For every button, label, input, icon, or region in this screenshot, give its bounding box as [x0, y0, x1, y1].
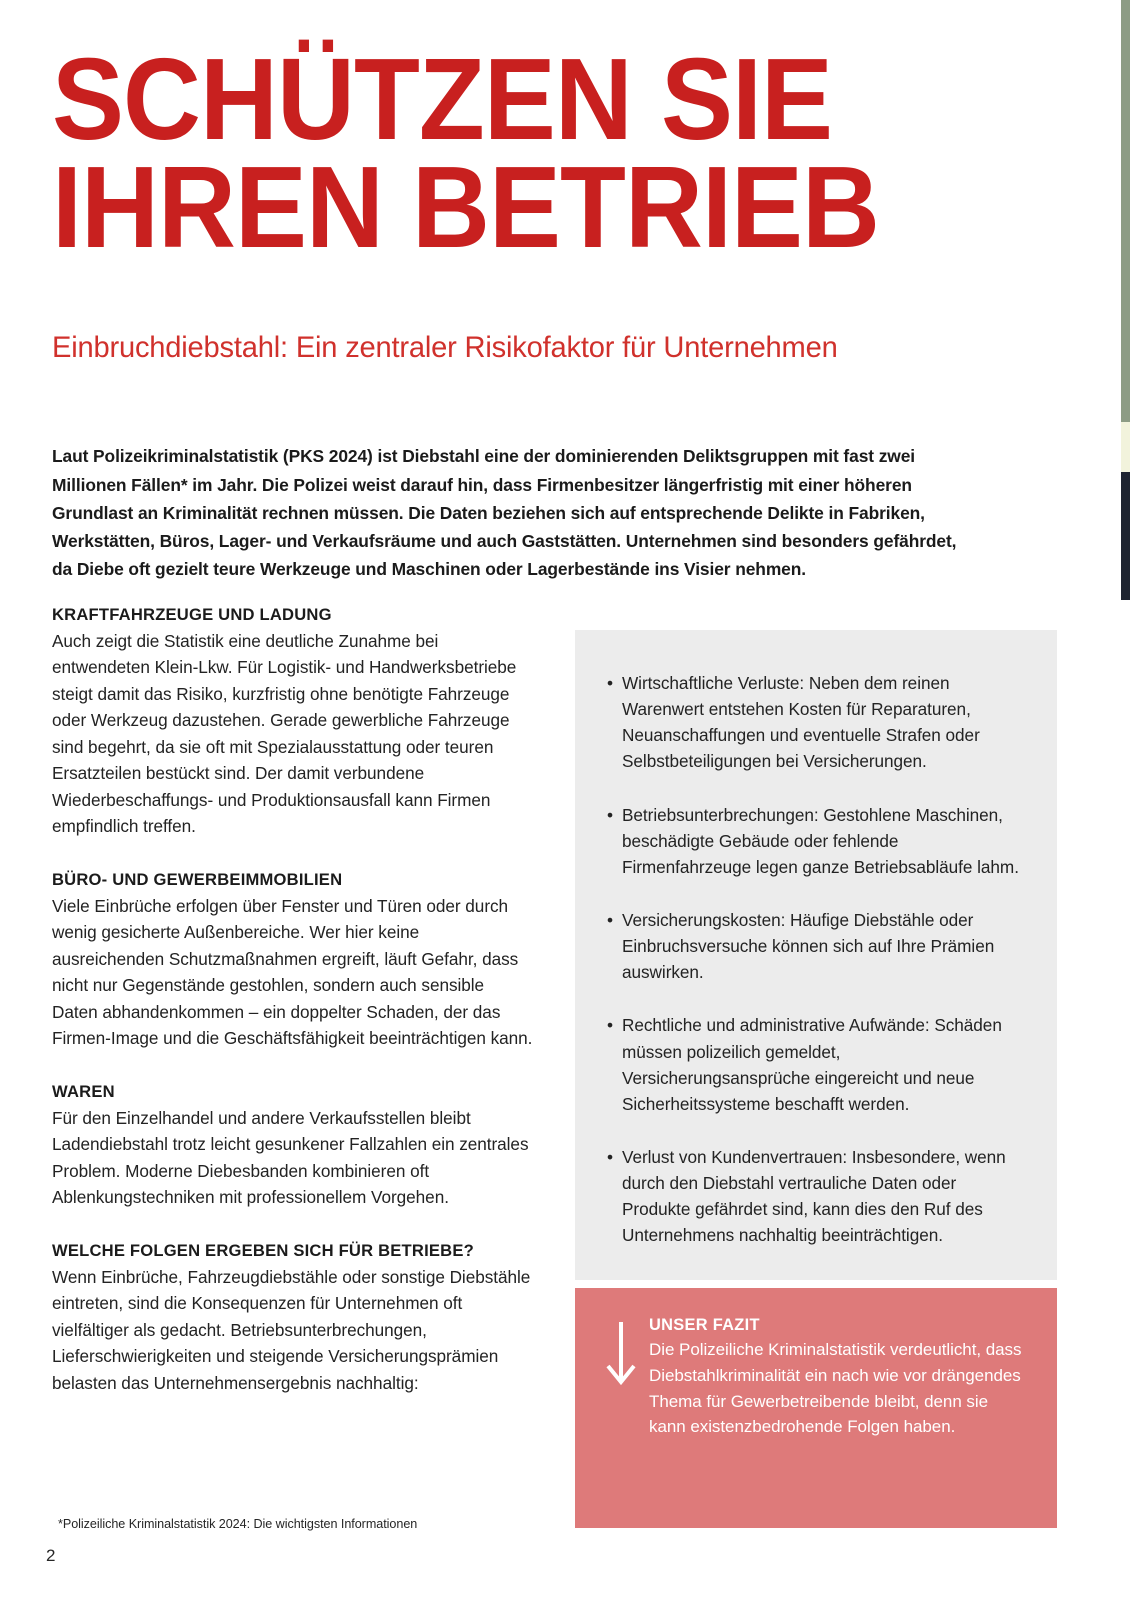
section-heading-kraftfahrzeuge: KRAFTFAHRZEUGE UND LADUNG: [52, 605, 332, 624]
section-body-kraftfahrzeuge: Auch zeigt die Statistik eine deutliche Zunahme bei entwendeten Klein-Lkw. Für Logistik- und Handwerksbetriebe steigt damit das Risiko, kurzfristig ohne benötigte Fahrzeuge oder Werkzeug dazustehen. Gerade gewerbliche Fahrzeuge sind begehrt, da sie oft mit Spezialausstattung oder teuren Ersatzteilen bestückt sind. Der damit verbundene Wiederbeschaffungs- und Produktionsausfall kann Firmen empfindlich treffen.: [52, 631, 517, 837]
fazit-title: UNSER FAZIT: [649, 1316, 760, 1334]
arrow-down-icon: [601, 1316, 649, 1440]
intro-paragraph: Laut Polizeikriminalstatistik (PKS 2024) ist Diebstahl eine der dominierenden Deliktsgruppen mit fast zwei Millionen Fällen* im Jahr. Die Polizei weist darauf hin, dass Firmenbesitzer längerfristig mit einer höheren Grundlast an Kriminalität rechnen müssen. Die Daten beziehen sich auf entsprechende Delikte in Fabriken, Werkstätten, Büros, Lager- und Verkaufsräume und auch Gaststätten. Unternehmen sind besonders gefährdet, da Diebe oft gezielt teure Werkzeuge und Maschinen oder Lagerbestände ins Visier nehmen.: [52, 446, 957, 580]
consequences-box: [575, 630, 1057, 1280]
bullet-icon: •: [607, 909, 613, 930]
headline-line-1: SCHÜTZEN SIE: [52, 34, 833, 164]
edge-color-strip: [1121, 0, 1130, 600]
section-heading-folgen: WELCHE FOLGEN ERGEBEN SICH FÜR BETRIEBE?: [52, 1240, 474, 1260]
bullet-icon: •: [607, 804, 613, 825]
list-item: [607, 907, 1019, 985]
page-number: 2: [46, 1546, 56, 1565]
edge-segment-cream: [1121, 422, 1130, 472]
footnote: *Polizeiliche Kriminalstatistik 2024: Die wichtigsten Informationen: [58, 1517, 418, 1531]
page-subtitle: Einbruchdiebstahl: Ein zentraler Risikofaktor für Unternehmen: [52, 331, 838, 364]
section-body-folgen: Wenn Einbrüche, Fahrzeugdiebstähle oder sonstige Diebstähle eintreten, sind die Konsequenzen für Unternehmen oft vielfältiger als gedacht. Betriebsunterbrechungen, Lieferschwierigkeiten und steigende Versicherungsprämien belasten das Unternehmensergebnis nachhaltig:: [52, 1266, 531, 1393]
bullet-icon: •: [607, 1015, 613, 1036]
list-item-text: Wirtschaftliche Verluste: Neben dem reinen Warenwert entstehen Kosten für Reparaturen, Neuanschaffungen und eventuelle Strafen oder Selbstbeteiligungen bei Versicherungen.: [622, 673, 980, 772]
list-item: [607, 1144, 1019, 1249]
list-item-text: Betriebsunterbrechungen: Gestohlene Maschinen, beschädigte Gebäude oder fehlende Firmenfahrzeuge legen ganze Betriebsabläufe lahm.: [622, 804, 1019, 877]
section-heading-waren: WAREN: [52, 1081, 115, 1101]
section-body-waren: Für den Einzelhandel und andere Verkaufsstellen bleibt Ladendiebstahl trotz leicht gesunkener Fallzahlen ein zentrales Problem. Moderne Diebesbanden kombinieren oft Ablenkungstechniken mit professionellem Vorgehen.: [52, 1107, 529, 1208]
list-item-text: Versicherungskosten: Häufige Diebstähle oder Einbruchsversuche können sich auf Ihre Prämien auswirken.: [622, 909, 995, 983]
bullet-icon: •: [607, 673, 613, 693]
list-item: [607, 1012, 1019, 1117]
edge-segment-green: [1121, 0, 1130, 422]
list-item: [607, 670, 1019, 775]
list-item-text: Verlust von Kundenvertrauen: Insbesondere, wenn durch den Diebstahl vertrauliche Daten oder Produkte gefährdet sind, kann dies den Ruf des Unternehmens nachhaltig beeinträchtigen.: [622, 1146, 1006, 1246]
page-title: [52, 34, 992, 272]
consequences-list: [575, 630, 1057, 1249]
left-column: [52, 605, 534, 1396]
bullet-icon: •: [607, 1146, 613, 1167]
list-item-text: Rechtliche und administrative Aufwände: Schäden müssen polizeilich gemeldet, Versicherungsansprüche eingereicht und neue Sicherheitssysteme beschafft werden.: [622, 1015, 1002, 1114]
section-heading-buero: BÜRO- UND GEWERBEIMMOBILIEN: [52, 869, 343, 889]
fazit-body: Die Polizeiliche Kriminalstatistik verdeutlicht, dass Diebstahlkriminalität ein nach wie vor drängendes Thema für Gewerbetreibende bleibt, denn sie kann existenzbedrohende Folgen haben.: [649, 1340, 1022, 1437]
fazit-box: [575, 1288, 1057, 1528]
edge-segment-dark: [1121, 472, 1130, 600]
section-body-buero: Viele Einbrüche erfolgen über Fenster und Türen oder durch wenig gesicherte Außenbereiche. Wer hier keine ausreichenden Schutzmaßnahmen ergreift, läuft Gefahr, dass nicht nur Gegenstände gestohlen, sondern auch sensible Daten abhandenkommen – ein doppelter Schaden, der das Firmen-Image und die Geschäftsfähigkeit beeinträchtigen kann.: [52, 895, 533, 1049]
list-item: [607, 802, 1019, 880]
headline-line-2: IHREN BETRIEB: [52, 141, 880, 272]
